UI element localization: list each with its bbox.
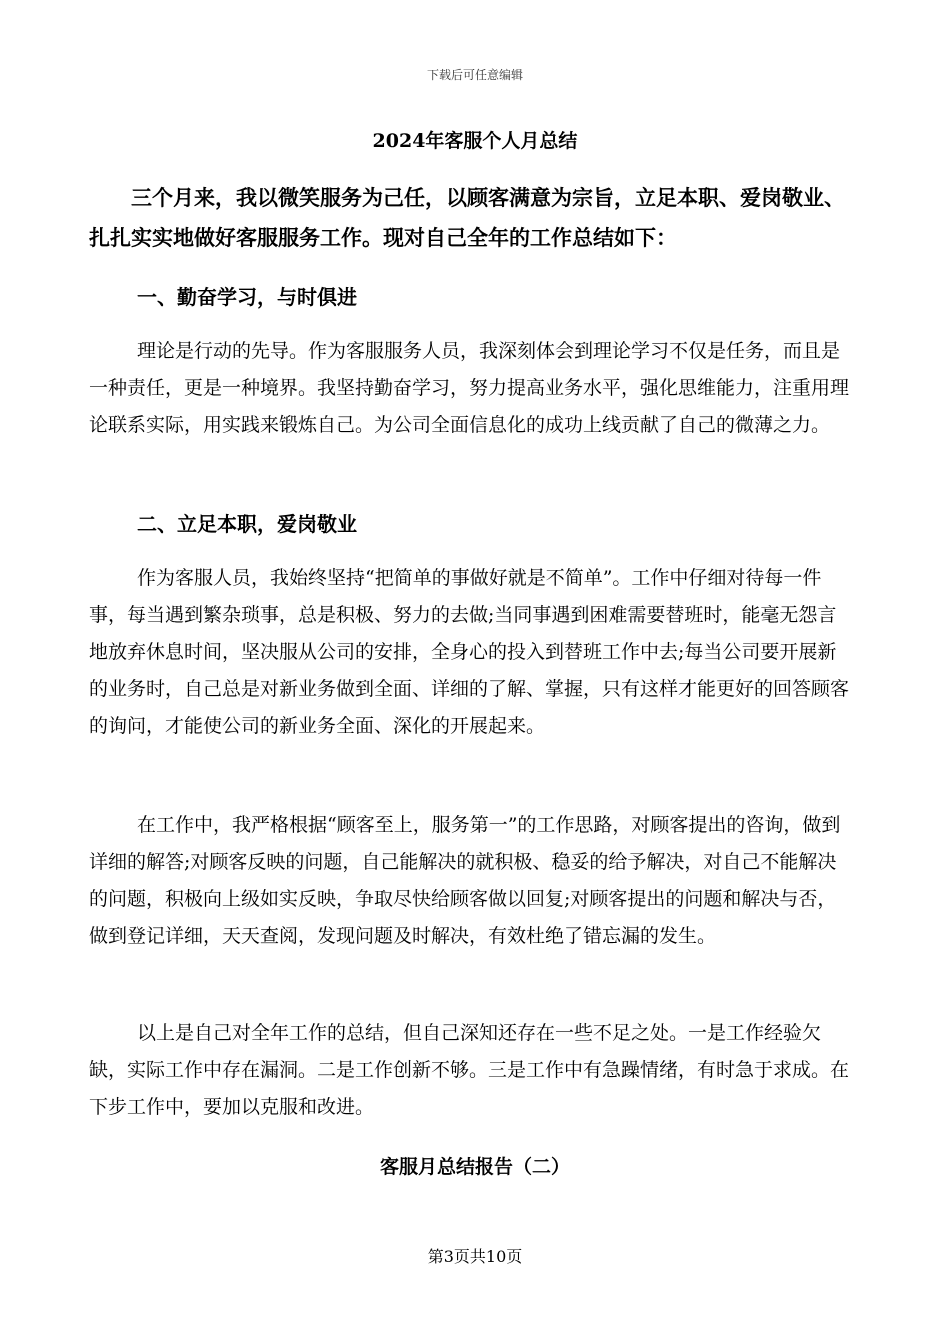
paragraph-duty-1: 作为客服人员，我始终坚持“把简单的事做好就是不简单”。工作中仔细对待每一件事，每当遇到繁杂琐事，总是积极、努力的去做;当同事遇到困难需要替班时，能毫无怨言地放弃休息时间，坚决服从公司的安排，全身心的投入到替班工作中去;每当公司要开展新的业务时，自己总是对新业务做到全面、详细的了解、掌握，只有这样才能更好的回答顾客的询问，才能使公司的新业务全面、深化的开展起来。 bbox=[89, 567, 850, 737]
page-number: 第3页共10页 bbox=[427, 1247, 523, 1266]
document-title: 2024年客服个人月总结 bbox=[372, 130, 578, 152]
intro-paragraph: 三个月来，我以微笑服务为己任，以顾客满意为宗旨，立足本职、爱岗敬业、扎扎实实地做好客服服务工作。现对自己全年的工作总结如下： bbox=[89, 185, 845, 250]
next-report-title: 客服月总结报告（二） bbox=[379, 1156, 570, 1178]
paragraph-study: 理论是行动的先导。作为客服服务人员，我深刻体会到理论学习不仅是任务，而且是一种责任，更是一种境界。我坚持勤奋学习，努力提高业务水平，强化思维能力，注重用理论联系实际，用实践来锻炼自己。为公司全面信息化的成功上线贡献了自己的微薄之力。 bbox=[89, 340, 850, 436]
paragraph-duty-2: 在工作中，我严格根据“顾客至上，服务第一”的工作思路，对顾客提出的咨询，做到详细的解答;对顾客反映的问题，自己能解决的就积极、稳妥的给予解决，对自己不能解决的问题，积极向上级如实反映，争取尽快给顾客做以回复;对顾客提出的问题和解决与否，做到登记详细，天天查阅，发现问题及时解决，有效杜绝了错忘漏的发生。 bbox=[89, 814, 841, 947]
section-heading-study: 一、勤奋学习，与时俱进 bbox=[137, 285, 357, 309]
paragraph-duty-3: 以上是自己对全年工作的总结，但自己深知还存在一些不足之处。一是工作经验欠缺，实际工作中存在漏洞。二是工作创新不够。三是工作中有急躁情绪，有时急于求成。在下步工作中，要加以克服和改进。 bbox=[89, 1022, 850, 1118]
page-header-note: 下载后可任意编辑 bbox=[426, 68, 523, 82]
section-heading-duty: 二、立足本职，爱岗敬业 bbox=[137, 512, 357, 536]
